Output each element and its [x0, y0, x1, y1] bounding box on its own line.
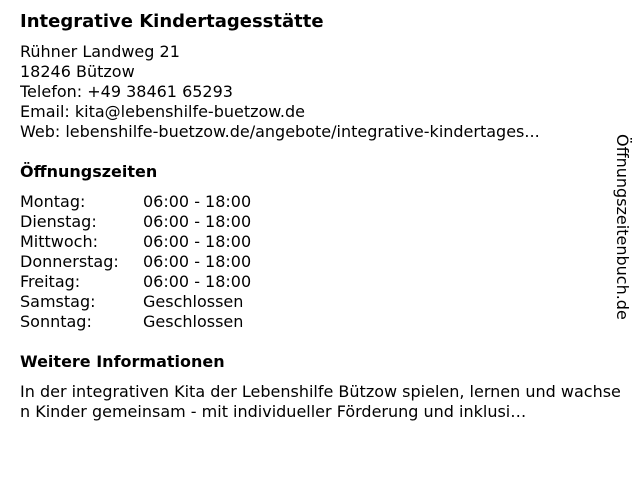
hours-row-monday	[20, 192, 620, 212]
day-label: Samstag:	[20, 292, 96, 311]
page-title: Integrative Kindertagesstätte	[20, 11, 324, 32]
hours-row-friday	[20, 272, 620, 292]
time-value: 06:00 - 18:00	[143, 252, 252, 271]
time-value: Geschlossen	[143, 292, 244, 311]
time-value: 06:00 - 18:00	[143, 272, 252, 291]
time-value: Geschlossen	[143, 312, 244, 331]
spacer	[20, 372, 620, 382]
web-text: Web: lebenshilfe-buetzow.de/angebote/integrative-kindertages...	[20, 122, 540, 141]
site-watermark-label: Öffnungszeitenbuch.de	[613, 134, 632, 320]
day-label: Mittwoch:	[20, 232, 98, 251]
business-card	[20, 10, 620, 422]
day-label: Donnerstag:	[20, 252, 119, 271]
hours-table	[20, 192, 620, 332]
spacer	[20, 332, 620, 352]
hours-row-sunday	[20, 312, 620, 332]
hours-row-tuesday	[20, 212, 620, 232]
phone-text: Telefon: +49 38461 65293	[20, 82, 233, 101]
email-text: Email: kita@lebenshilfe-buetzow.de	[20, 102, 306, 121]
time-value: 06:00 - 18:00	[143, 192, 252, 211]
spacer	[20, 142, 620, 162]
day-label: Sonntag:	[20, 312, 92, 331]
day-label: Montag:	[20, 192, 86, 211]
day-label: Freitag:	[20, 272, 81, 291]
hours-row-wednesday	[20, 232, 620, 252]
time-value: 06:00 - 18:00	[143, 212, 252, 231]
address-city: 18246 Bützow	[20, 62, 135, 81]
hours-heading: Öffnungszeiten	[20, 162, 158, 181]
day-label: Dienstag:	[20, 212, 97, 231]
info-heading: Weitere Informationen	[20, 352, 225, 371]
address-street: Rühner Landweg 21	[20, 42, 180, 61]
hours-row-thursday	[20, 252, 620, 272]
info-text: In der integrativen Kita der Lebenshilfe Bützow spielen, lernen und wachsen Kinder gemeinsam - mit individueller Förderung und inklusi…	[20, 382, 621, 421]
spacer	[20, 182, 620, 192]
time-value: 06:00 - 18:00	[143, 232, 252, 251]
hours-row-saturday	[20, 292, 620, 312]
